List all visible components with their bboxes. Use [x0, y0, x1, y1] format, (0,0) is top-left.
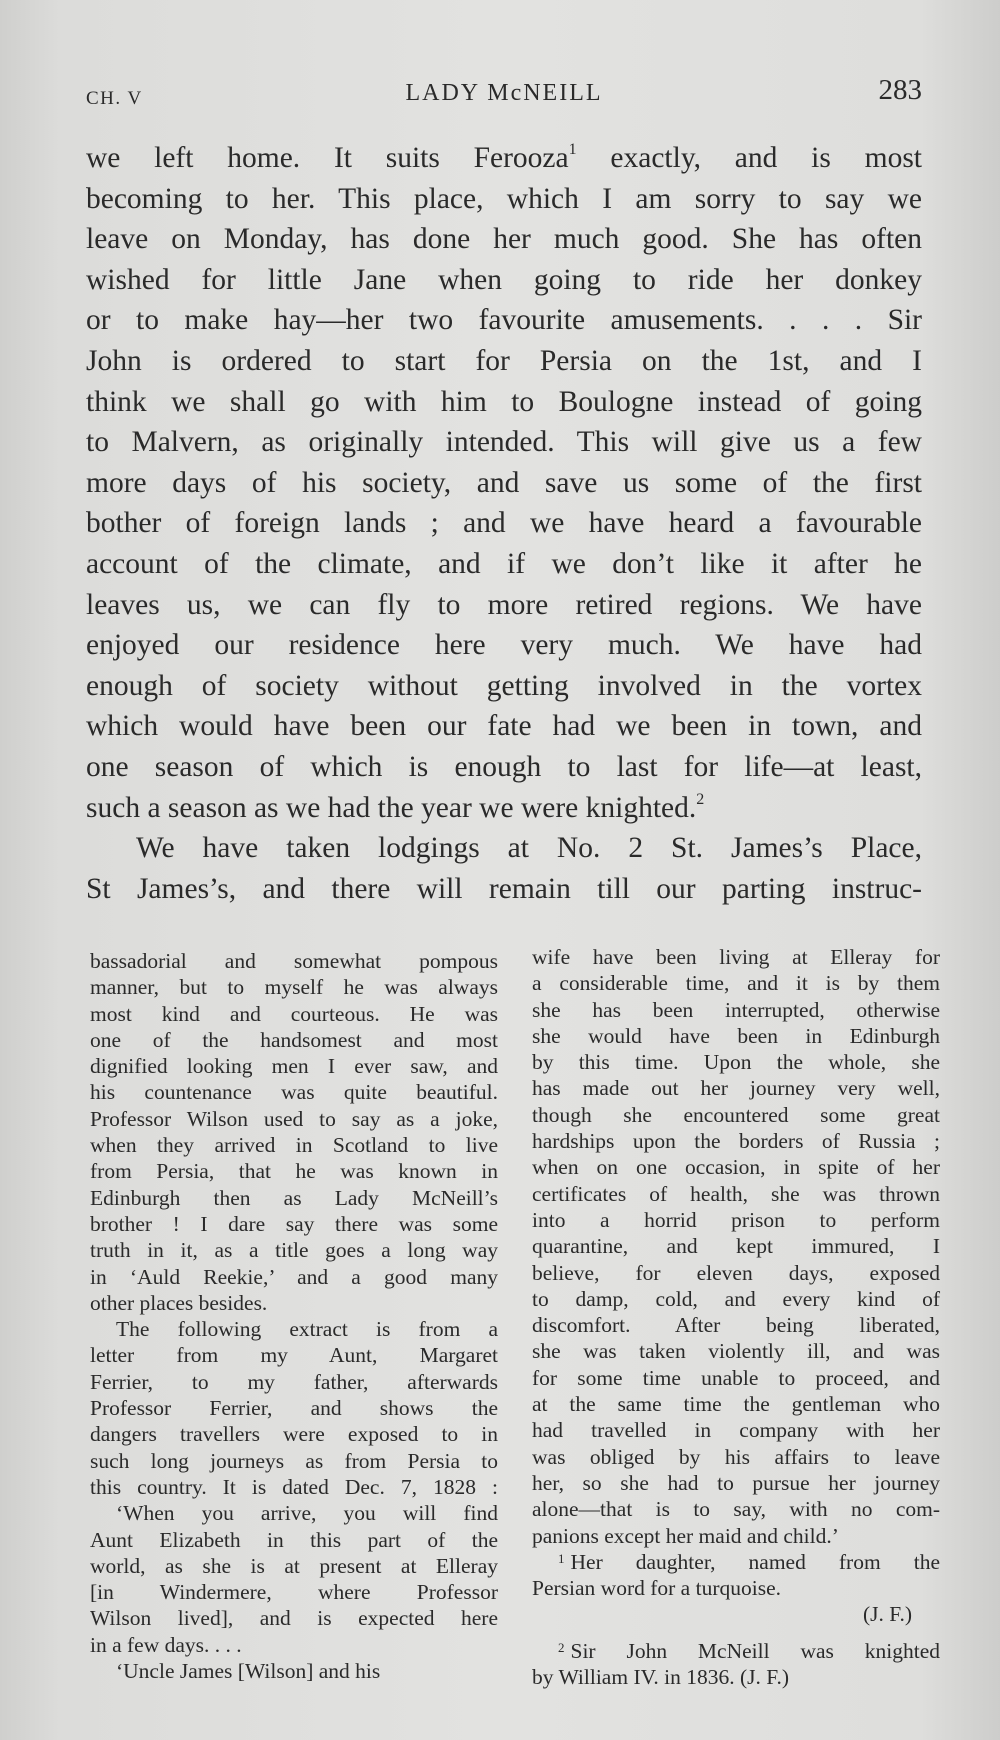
notes-section [90, 945, 940, 1708]
footnote-1-continued: Persian word for a turquoise. [532, 1576, 781, 1601]
main-line: wished for little Jane when going to ride her donkey [86, 263, 922, 296]
note-line: for some time unable to proceed, and [532, 1365, 940, 1390]
note-line: dangers travellers were exposed to in [90, 1422, 498, 1447]
footnote-1-marker: 1 [558, 1550, 565, 1566]
note-line: world, as she is at present at Elleray [90, 1553, 498, 1578]
main-line: leave on Monday, has done her much good. She has often [86, 223, 922, 256]
note-line: she would have been in Edinburgh [532, 1023, 940, 1048]
footnote-marker: 1 [568, 141, 577, 158]
note-line: she has been interrupted, otherwise [532, 997, 940, 1022]
note-line: in ‘Auld Reekie,’ and a good many [90, 1264, 498, 1289]
main-text [86, 138, 922, 909]
note-line: quarantine, and kept immured, I [532, 1234, 940, 1259]
note-line: into a horrid prison to perform [532, 1207, 940, 1232]
main-line: bother of foreign lands ; and we have heard a favourable [86, 507, 922, 540]
main-line: account of the climate, and if we don’t like it after he [86, 547, 922, 580]
note-line: truth in it, as a title goes a long way [90, 1238, 498, 1263]
note-line: Professor Wilson used to say as a joke, [90, 1106, 498, 1131]
main-line: enjoyed our residence here very much. We have had [86, 629, 922, 662]
note-line: when they arrived in Scotland to live [90, 1133, 498, 1158]
main-line: or to make hay—her two favourite amusements. . . . Sir [86, 304, 922, 337]
main-line: We have taken lodgings at No. 2 St. James’s Place, [136, 832, 922, 865]
main-line: think we shall go with him to Boulogne instead of going [86, 385, 922, 418]
note-line: in a few days. . . . [90, 1632, 242, 1657]
main-line: becoming to her. This place, which I am sorry to say we [86, 182, 922, 215]
note-line: other places besides. [90, 1290, 268, 1315]
note-line: this country. It is dated Dec. 7, 1828 : [90, 1474, 498, 1499]
note-line: from Persia, that he was known in [90, 1159, 498, 1184]
note-line: [in Windermere, where Professor [90, 1580, 498, 1605]
footnote-1: $^1$ Her daughter, named from the [558, 1549, 940, 1574]
running-head [86, 74, 922, 118]
note-line: Ferrier, to my father, afterwards [90, 1369, 498, 1394]
notes-left-column [90, 948, 498, 1684]
main-line: more days of his society, and save us some of the first [86, 466, 922, 499]
note-line: had travelled in company with her [532, 1418, 940, 1443]
note-line: ‘When you arrive, you will find [116, 1501, 498, 1526]
main-line: one season of which is enough to last for life—at least, [86, 750, 922, 783]
footnote-2-continued: by William IV. in 1836. (J. F.) [532, 1665, 790, 1690]
note-line: The following extract is from a [116, 1317, 498, 1342]
footnote-gap [532, 1628, 940, 1638]
note-line: most kind and courteous. He was [90, 1001, 498, 1026]
main-line: leaves us, we can fly to more retired regions. We have [86, 588, 922, 621]
notes-right-column [532, 944, 940, 1690]
main-line: St James’s, and there will remain till our parting instruc- [86, 872, 922, 905]
main-line: John is ordered to start for Persia on the 1st, and I [86, 344, 922, 377]
note-line: discomfort. After being liberated, [532, 1313, 940, 1338]
note-line: to damp, cold, and every kind of [532, 1286, 940, 1311]
note-line: bassadorial and somewhat pompous [90, 949, 498, 973]
note-line: has made out her journey very well, [532, 1076, 940, 1101]
note-line: letter from my Aunt, Margaret [90, 1343, 498, 1368]
note-line: ‘Uncle James [Wilson] and his [116, 1659, 381, 1684]
note-line: her, so she had to pursue her journey [532, 1470, 940, 1495]
note-line: brother ! I dare say there was some [90, 1211, 498, 1236]
note-line: wife have been living at Elleray for [532, 945, 940, 969]
note-line: manner, but to myself he was always [90, 975, 498, 1000]
main-line: which would have been our fate had we been in town, and [86, 710, 922, 743]
footnote-marker: 2 [696, 790, 705, 808]
note-line: such long journeys as from Persia to [90, 1448, 498, 1473]
note-line: Aunt Elizabeth in this part of the [90, 1527, 498, 1552]
note-line: Edinburgh then as Lady McNeill’s [90, 1185, 498, 1210]
note-line: alone—that is to say, with no com- [532, 1497, 940, 1522]
note-line: hardships upon the borders of Russia ; [532, 1129, 940, 1154]
note-line: believe, for eleven days, exposed [532, 1260, 940, 1285]
note-line: though she encountered some great [532, 1102, 940, 1127]
note-line: she was taken violently ill, and was [532, 1339, 940, 1364]
note-line: at the same time the gentleman who [532, 1392, 940, 1417]
note-line: when on one occasion, in spite of her [532, 1155, 940, 1180]
note-line: his countenance was quite beautiful. [90, 1080, 498, 1105]
note-line: panions except her maid and child.’ [532, 1523, 839, 1548]
footnote-1-attribution: (J. F.) [862, 1602, 912, 1627]
note-line: a considerable time, and it is by them [532, 971, 940, 996]
note-line: one of the handsomest and most [90, 1027, 498, 1052]
note-line: by this time. Upon the whole, she [532, 1050, 940, 1075]
note-line: certificates of health, she was thrown [532, 1181, 940, 1206]
main-line: to Malvern, as originally intended. This will give us a few [86, 426, 922, 459]
main-line: we left home. It suits Ferooza$^1$ exactly, and is most [86, 141, 922, 174]
note-line: Professor Ferrier, and shows the [90, 1396, 498, 1421]
note-line: was obliged by his affairs to leave [532, 1444, 940, 1469]
footnote-2: $^2$ Sir John McNeill was knighted [558, 1638, 940, 1663]
running-title: LADY McNEILL [405, 80, 603, 106]
chapter-label: CH. V [86, 88, 143, 109]
page-number: 283 [878, 74, 922, 106]
note-line: dignified looking men I ever saw, and [90, 1054, 498, 1079]
main-line: enough of society without getting involved in the vortex [86, 669, 922, 702]
footnote-2-marker: 2 [558, 1639, 565, 1655]
main-line: such a season as we had the year we were knighted.$^2$ [86, 790, 705, 824]
note-line: Wilson lived], and is expected here [90, 1606, 498, 1631]
